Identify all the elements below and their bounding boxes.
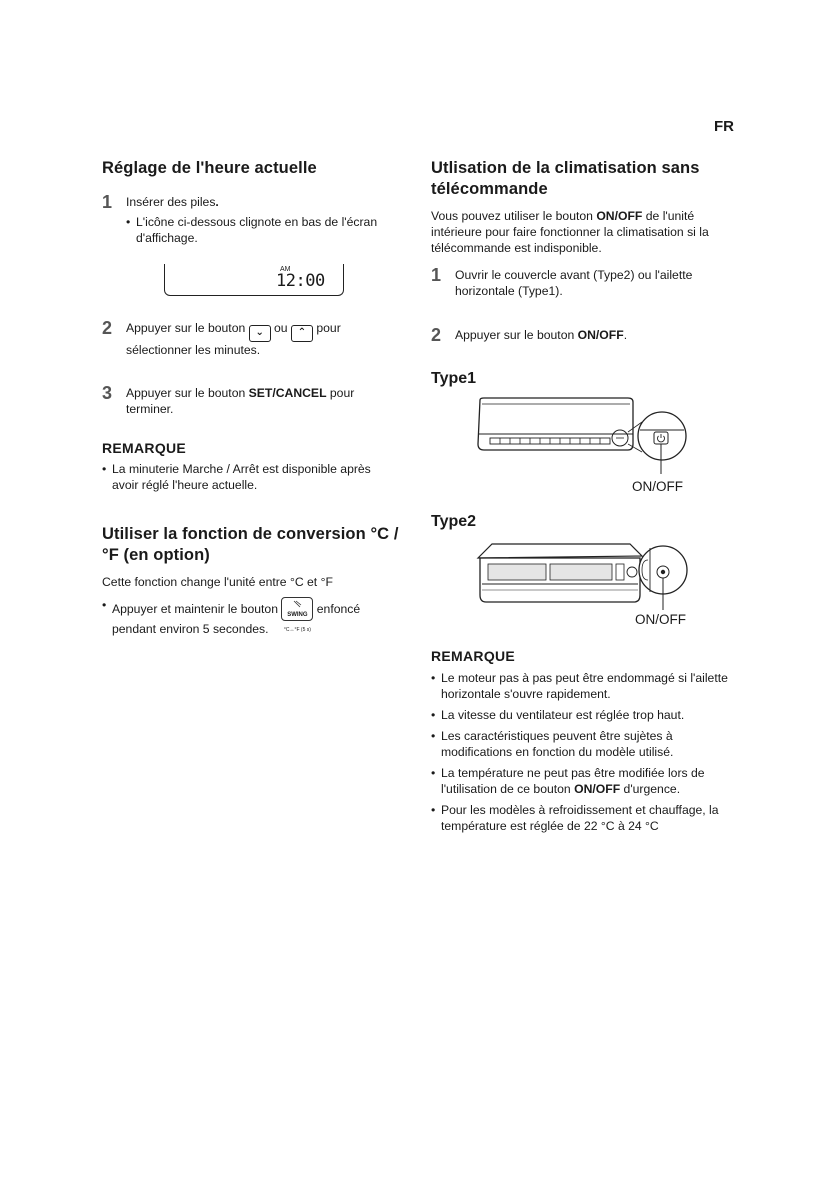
- step-onoff: ON/OFF: [577, 328, 624, 342]
- step-text-dot: .: [215, 195, 219, 209]
- step-text-main: Insérer des piles: [126, 195, 216, 209]
- step-2-select-minutes: [102, 318, 400, 358]
- remarque-title-left: REMARQUE: [102, 440, 187, 456]
- step-text: Ouvrir le couvercle avant (Type2) ou l'ailette horizontale (Type1).: [455, 268, 693, 298]
- display-illustration: [164, 264, 344, 296]
- step-text-post: pour sélectionner les minutes.: [126, 321, 341, 357]
- up-button-icon: ⌃: [291, 325, 313, 342]
- step-2-press-onoff: [431, 325, 737, 345]
- step-number: 1: [431, 265, 442, 285]
- remarque-title-right: REMARQUE: [431, 648, 516, 664]
- type2-heading: Type2: [431, 513, 477, 530]
- heading-no-remote: Utlisation de la climatisation sans télécommande: [431, 159, 700, 198]
- swing-label: SWING: [287, 612, 308, 618]
- display-time: 12:00: [276, 271, 325, 291]
- conversion-bullet: [102, 597, 400, 637]
- remarque-list-right: [431, 670, 737, 839]
- remarque-item: • Les caractéristiques peuvent être sujètes à modifications en fonction du modèle utilisé.: [431, 728, 737, 760]
- step-text-mid: ou: [274, 321, 288, 335]
- step-number: 1: [102, 192, 113, 212]
- display-am: AM: [280, 266, 291, 273]
- swing-button-icon: [281, 597, 313, 633]
- set-cancel-label: SET/CANCEL: [248, 386, 327, 400]
- step-3-finish: [102, 383, 400, 417]
- conversion-text-post: enfoncé pendant environ 5 secondes.: [112, 602, 361, 636]
- step-number: 3: [102, 383, 113, 403]
- remarque-onoff: ON/OFF: [574, 782, 621, 796]
- step-text: [126, 194, 400, 210]
- intro-text-post: de l'unité intérieure pour faire fonctionner la climatisation si la télécommande est indisponible.: [431, 209, 709, 255]
- remarque-item: [431, 765, 737, 797]
- bullet-icon-blinks: • L'icône ci-dessous clignote en bas de l'écran d'affichage.: [126, 214, 400, 246]
- intro-text-pre: Vous pouvez utiliser le bouton: [431, 209, 593, 223]
- heading-conversion: Utiliser la fonction de conversion °C / °F (en option): [102, 525, 399, 564]
- type1-onoff-label: ON/OFF: [632, 479, 683, 494]
- language-indicator: FR: [714, 118, 734, 135]
- intro-text: [431, 208, 737, 256]
- remarque-item: • Le moteur pas à pas peut être endommagé si l'ailette horizontale s'ouvre rapidement.: [431, 670, 737, 702]
- step-text-post: pour terminer.: [126, 386, 355, 416]
- step-number: 2: [431, 325, 442, 345]
- step-number: 2: [102, 318, 113, 338]
- step-1-open-cover: [431, 265, 737, 299]
- conversion-intro: Cette fonction change l'unité entre °C et °F: [102, 575, 333, 589]
- remarque-list-left: [102, 461, 400, 498]
- step-1-insert-batteries: [102, 192, 400, 251]
- type2-unit-illustration: [470, 540, 700, 620]
- down-button-icon: ⌄: [249, 325, 271, 342]
- conversion-text-pre: Appuyer et maintenir le bouton: [112, 602, 278, 616]
- remarque-item: • Pour les modèles à refroidissement et chauffage, la température est réglée de 22 °C à 24 °C: [431, 802, 737, 834]
- heading-set-time: Réglage de l'heure actuelle: [102, 159, 317, 177]
- step-text-pre: Appuyer sur le bouton: [126, 321, 246, 335]
- type2-onoff-label: ON/OFF: [635, 612, 686, 627]
- bullet-dot: •: [102, 598, 107, 612]
- step-text-pre: Appuyer sur le bouton: [126, 386, 246, 400]
- step-text-post: .: [623, 328, 628, 342]
- type1-heading: Type1: [431, 370, 477, 387]
- remarque-item: • La vitesse du ventilateur est réglée trop haut.: [431, 707, 737, 723]
- remarque-text-post: d'urgence.: [623, 782, 681, 796]
- swing-sublabel: °C↔°F (5 s): [283, 627, 311, 633]
- remarque-text-pre: La température ne peut pas être modifiée lors de l'utilisation de ce bouton: [441, 766, 705, 796]
- step-text-pre: Appuyer sur le bouton: [455, 328, 575, 342]
- remarque-item: • La minuterie Marche / Arrêt est disponible après avoir réglé l'heure actuelle.: [102, 461, 400, 493]
- intro-onoff: ON/OFF: [596, 209, 643, 223]
